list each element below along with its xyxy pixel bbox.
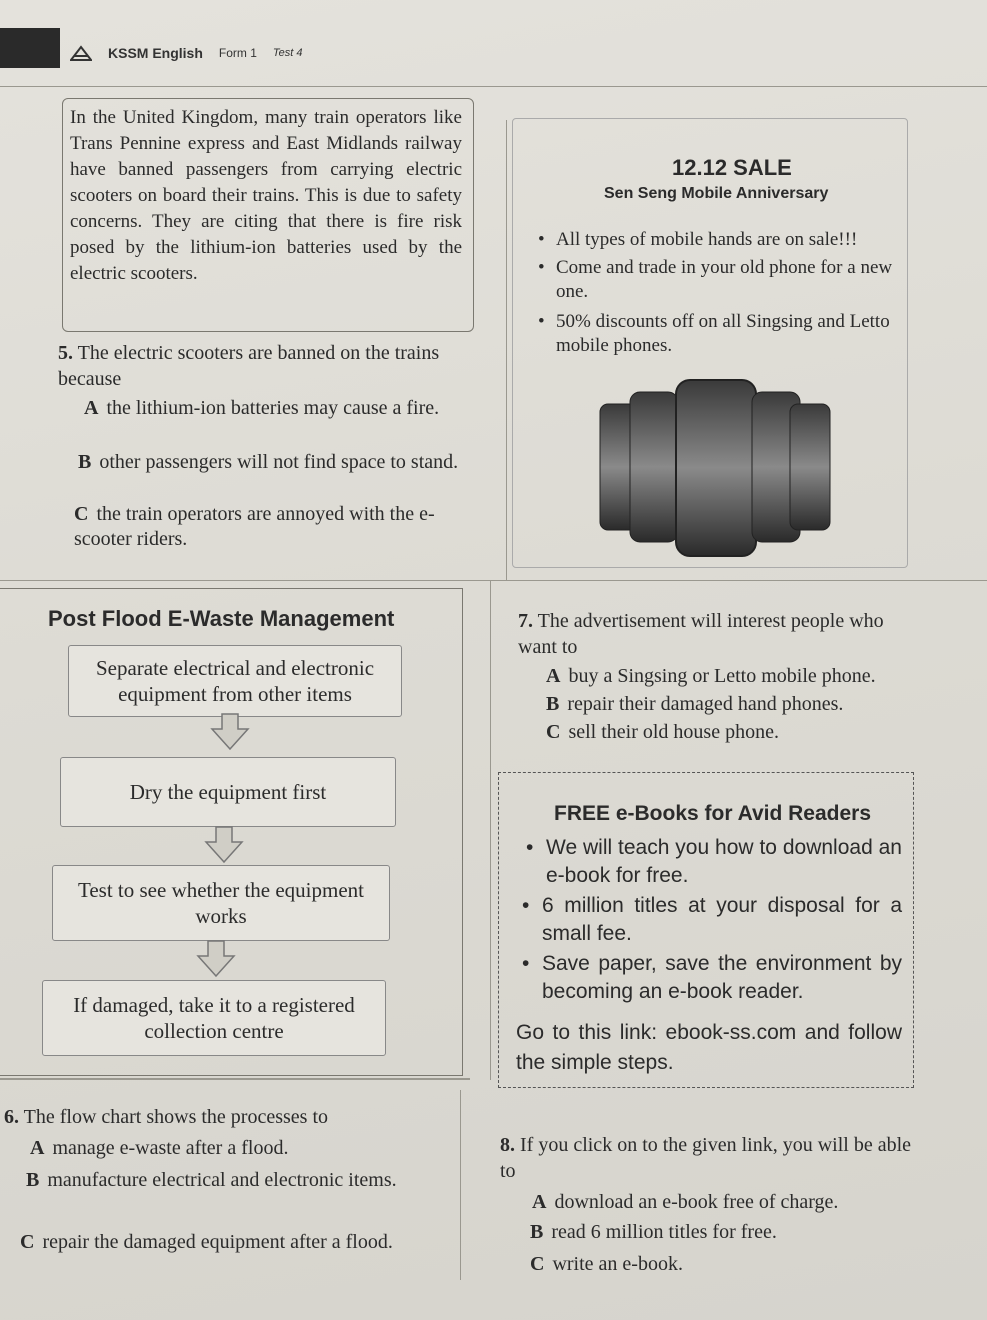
flowchart-step-3: Test to see whether the equipment works xyxy=(52,865,390,941)
page-header xyxy=(70,44,302,62)
q7-option-a[interactable] xyxy=(546,664,916,689)
question-8-number: 8. xyxy=(500,1134,515,1156)
divider-lower xyxy=(0,1078,470,1080)
question-7 xyxy=(518,608,914,660)
column-divider-bottom xyxy=(460,1090,461,1280)
sale-bullet-1: • All types of mobile hands are on sale!!! xyxy=(556,228,896,252)
q5-option-c[interactable] xyxy=(74,502,470,552)
ebook-bullet-1: • We will teach you how to download an e-book for free. xyxy=(546,834,902,890)
q7-option-a-letter: A xyxy=(546,665,561,687)
question-7-stem: The advertisement will interest people who want to xyxy=(518,610,884,658)
book-logo-icon xyxy=(70,44,92,62)
q8-option-b-text: read 6 million titles for free. xyxy=(551,1221,777,1243)
form-label: Form 1 xyxy=(218,46,257,60)
question-5-stem: The electric scooters are banned on the trains because xyxy=(58,342,440,390)
question-5-number: 5. xyxy=(58,342,73,364)
flowchart-step-2: Dry the equipment first xyxy=(60,757,396,827)
flowchart-step-1: Separate electrical and electronic equipment from other items xyxy=(68,645,402,717)
question-6 xyxy=(4,1104,454,1130)
sale-title: 12.12 SALE xyxy=(672,155,792,180)
q6-option-a-text: manage e-waste after a flood. xyxy=(52,1137,289,1159)
down-arrow-icon xyxy=(204,826,244,864)
q5-option-b[interactable] xyxy=(78,450,470,475)
q7-option-c[interactable] xyxy=(546,720,916,745)
column-divider-top xyxy=(506,120,507,580)
q8-option-a[interactable] xyxy=(532,1190,932,1215)
divider-top xyxy=(0,86,987,87)
q5-option-c-letter: C xyxy=(74,503,89,525)
flowchart-step-4: If damaged, take it to a registered collection centre xyxy=(42,980,386,1056)
q8-option-c[interactable] xyxy=(530,1252,930,1277)
q8-option-c-letter: C xyxy=(530,1253,545,1275)
sale-bullet-3: • 50% discounts off on all Singsing and Letto mobile phones. xyxy=(556,310,896,358)
q8-option-a-text: download an e-book free of charge. xyxy=(554,1191,839,1213)
q5-option-a[interactable] xyxy=(84,396,470,421)
book-title: KSSM English xyxy=(108,45,203,61)
mobile-phones-image xyxy=(598,378,832,558)
q6-option-b-text: manufacture electrical and electronic items. xyxy=(47,1169,397,1191)
down-arrow-icon xyxy=(196,940,236,978)
q8-option-a-letter: A xyxy=(532,1191,547,1213)
q7-option-c-text: sell their old house phone. xyxy=(568,721,779,743)
flowchart-title: Post Flood E-Waste Management xyxy=(48,606,395,631)
q7-option-b-text: repair their damaged hand phones. xyxy=(567,693,844,715)
q5-option-a-text: the lithium-ion batteries may cause a fire. xyxy=(106,397,440,419)
column-divider-middle xyxy=(490,580,491,1080)
q6-option-c[interactable] xyxy=(20,1230,446,1255)
q8-option-b-letter: B xyxy=(530,1221,544,1243)
question-8-stem: If you click on to the given link, you will be able to xyxy=(500,1134,912,1182)
ebook-link-instructions: Go to this link: ebook-ss.com and follow the simple steps. xyxy=(516,1021,902,1074)
ebook-bullet-2: • 6 million titles at your disposal for a small fee. xyxy=(542,892,902,948)
q7-option-b[interactable] xyxy=(546,692,916,717)
top-bar xyxy=(0,28,60,68)
test-label: Test 4 xyxy=(272,47,303,59)
q7-option-b-letter: B xyxy=(546,693,560,715)
q7-option-c-letter: C xyxy=(546,721,561,743)
q7-option-a-text: buy a Singsing or Letto mobile phone. xyxy=(568,665,876,687)
question-6-stem: The flow chart shows the processes to xyxy=(23,1106,329,1128)
q5-option-a-letter: A xyxy=(84,397,99,419)
q8-option-c-text: write an e-book. xyxy=(552,1253,683,1275)
q6-option-c-text: repair the damaged equipment after a flood. xyxy=(42,1231,393,1253)
question-6-number: 6. xyxy=(4,1106,19,1128)
sale-subtitle: Sen Seng Mobile Anniversary xyxy=(604,185,829,202)
q6-option-a[interactable] xyxy=(30,1136,450,1161)
question-7-number: 7. xyxy=(518,610,533,632)
divider-middle xyxy=(0,580,987,581)
q5-option-b-letter: B xyxy=(78,451,92,473)
passage-text: In the United Kingdom, many train operators like Trans Pennine express and East Midlands railway have banned passengers from carrying electric scooters on board their trains. This is due to safety concerns. They are citing that there is fire risk posed by the lithium-ion batteries used by the electric scooters. xyxy=(70,107,462,284)
ebook-bullet-3: • Save paper, save the environment by becoming an e-book reader. xyxy=(542,950,902,1006)
down-arrow-icon xyxy=(210,713,250,751)
q5-option-c-text: the train operators are annoyed with the e-scooter riders. xyxy=(74,503,435,550)
question-8 xyxy=(500,1132,920,1184)
q6-option-c-letter: C xyxy=(20,1231,35,1253)
q8-option-b[interactable] xyxy=(530,1220,930,1245)
q6-option-a-letter: A xyxy=(30,1137,45,1159)
sale-bullet-2: • Come and trade in your old phone for a new one. xyxy=(556,256,896,304)
ebook-title: FREE e-Books for Avid Readers xyxy=(554,802,872,825)
q6-option-b[interactable] xyxy=(26,1168,446,1193)
question-5 xyxy=(58,340,470,392)
q6-option-b-letter: B xyxy=(26,1169,40,1191)
q5-option-b-text: other passengers will not find space to stand. xyxy=(99,451,459,473)
